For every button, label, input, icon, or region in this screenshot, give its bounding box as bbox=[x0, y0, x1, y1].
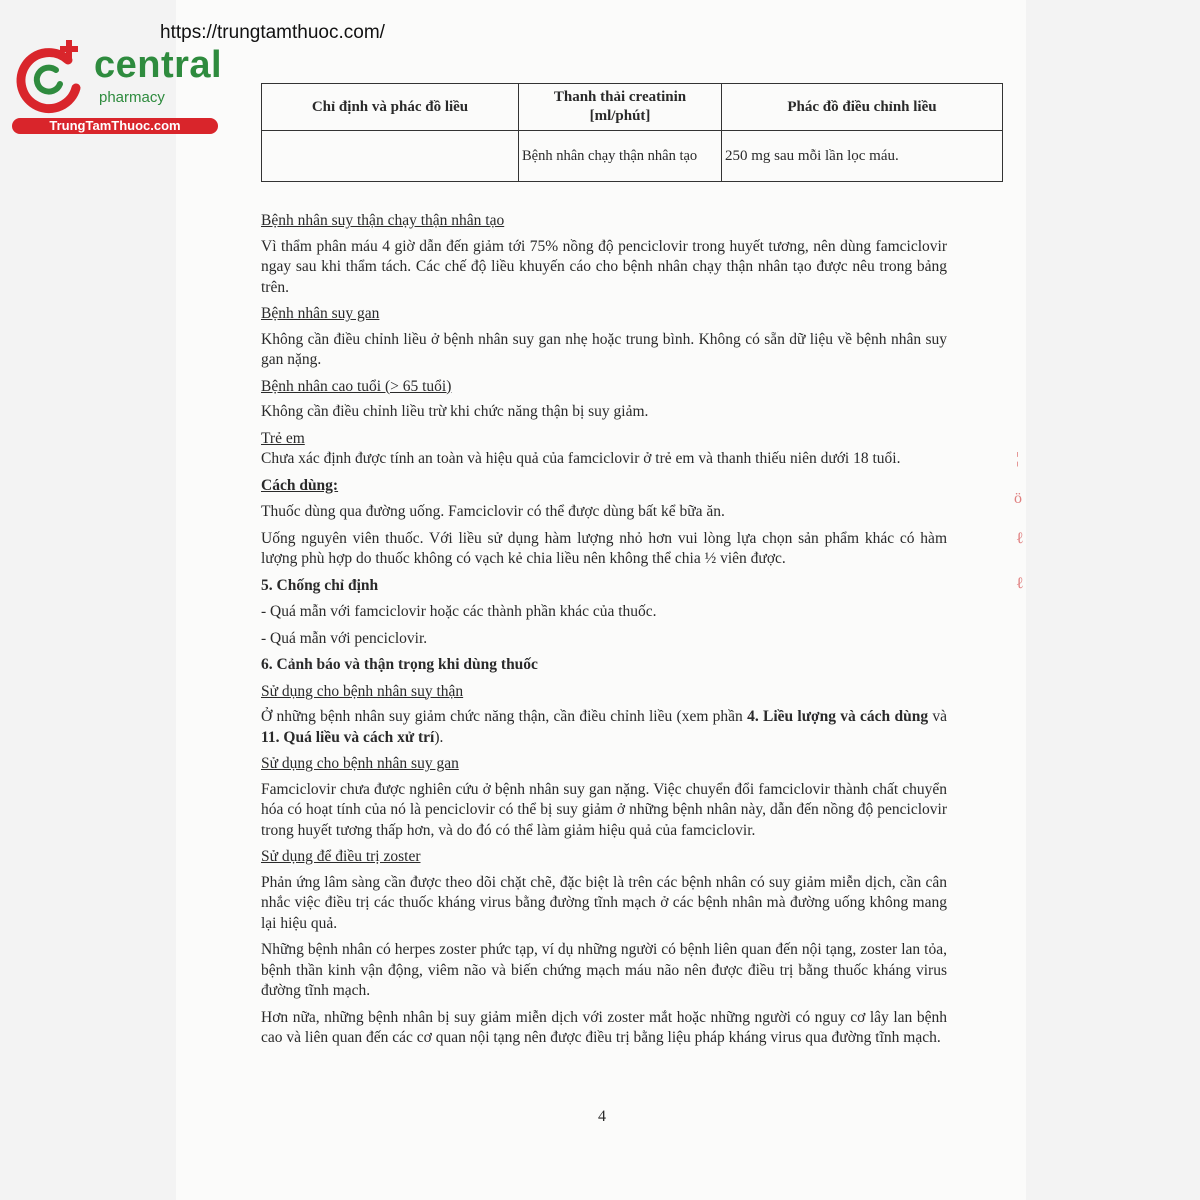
table-header: Chỉ định và phác đồ liều bbox=[262, 84, 519, 131]
text-run: và bbox=[928, 708, 947, 725]
table-cell: 250 mg sau mỗi lần lọc máu. bbox=[722, 131, 1003, 182]
pharmacy-cross-icon bbox=[10, 38, 90, 118]
table-row bbox=[262, 131, 1003, 182]
table-cell bbox=[262, 131, 519, 182]
section-heading: Sử dụng cho bệnh nhân suy gan bbox=[261, 755, 459, 772]
paragraph: Không cần điều chỉnh liều trừ khi chức năng thận bị suy giảm. bbox=[261, 403, 649, 420]
section-heading: 6. Cảnh báo và thận trọng khi dùng thuốc bbox=[261, 656, 538, 673]
text-run: ). bbox=[434, 728, 444, 746]
document-body bbox=[261, 208, 947, 1055]
paragraph: Chưa xác định được tính an toàn và hiệu quả của famciclovir ở trẻ em và thanh thiếu niên dưới 18 tuổi. bbox=[261, 450, 901, 467]
paragraph: Thuốc dùng qua đường uống. Famciclovir có thể được dùng bất kể bữa ăn. bbox=[261, 503, 725, 520]
list-item: - Quá mẫn với famciclovir hoặc các thành phần khác của thuốc. bbox=[261, 603, 657, 620]
table-header-row bbox=[262, 84, 1003, 131]
section-heading: 5. Chống chỉ định bbox=[261, 576, 379, 594]
paragraph: Phản ứng lâm sàng cần được theo dõi chặt chẽ, đặc biệt là trên các bệnh nhân có suy giảm miễn dịch, cần cân nhắc việc điều trị các thuốc kháng virus bằng đường tĩnh mạch ở các bệnh nhân mà đường uống không mang lại hiệu quả. bbox=[261, 873, 947, 932]
logo-name: central bbox=[94, 44, 223, 86]
table-cell: Bệnh nhân chạy thận nhân tạo bbox=[519, 131, 722, 182]
paragraph: Vì thẩm phân máu 4 giờ dẫn đến giảm tới 75% nồng độ penciclovir trong huyết tương, nên dùng famciclovir ngay sau khi thẩm tách. Các chế độ liều khuyến cáo cho bệnh nhân chạy thận nhân tạo được nêu trong bảng trên. bbox=[261, 237, 947, 296]
paragraph bbox=[261, 707, 947, 748]
section-heading: Bệnh nhân cao tuổi (> 65 tuổi) bbox=[261, 377, 452, 395]
section-heading: Bệnh nhân suy gan bbox=[261, 305, 380, 322]
dose-adjustment-table bbox=[261, 83, 1003, 182]
section-heading: Sử dụng cho bệnh nhân suy thận bbox=[261, 682, 464, 700]
paragraph: Những bệnh nhân có herpes zoster phức tạp, ví dụ những người có bệnh liên quan đến nội tạng, zoster lan tỏa, bệnh thần kinh vận động, viêm não và biến chứng mạch máu não nên được điều trị bằng thuốc kháng virus đường tĩnh mạch. bbox=[261, 941, 947, 999]
section-heading: Bệnh nhân suy thận chạy thận nhân tạo bbox=[261, 212, 505, 229]
table-header: Thanh thải creatinin [ml/phút] bbox=[519, 84, 722, 131]
section-heading: Cách dùng: bbox=[261, 476, 339, 494]
logo-banner: TrungTamThuoc.com bbox=[12, 118, 218, 134]
red-stamp-mark: ¦ ö ℓ ℓ bbox=[1014, 450, 1024, 592]
text-run: Ở những bệnh nhân suy giảm chức năng thận, cần điều chỉnh liều (xem phần bbox=[261, 708, 748, 725]
section-heading: Sử dụng để điều trị zoster bbox=[261, 848, 421, 865]
page-number: 4 bbox=[598, 1108, 606, 1125]
text-run-bold: 4. Liều lượng và cách dùng bbox=[747, 708, 929, 725]
paragraph: Famciclovir chưa được nghiên cứu ở bệnh nhân suy gan nặng. Việc chuyển đổi famciclovir thành chất chuyển hóa có hoạt tính của nó là penciclovir có thể bị suy giảm ở những bệnh nhân này, dẫn đến nồng độ penciclovir trong huyết tương thấp hơn, và do đó có thể làm giảm hiệu quả của famciclovir. bbox=[261, 780, 947, 839]
paragraph: Không cần điều chỉnh liều ở bệnh nhân suy gan nhẹ hoặc trung bình. Không có sẵn dữ liệu về bệnh nhân suy gan nặng. bbox=[261, 330, 947, 368]
logo-subtitle: pharmacy bbox=[99, 89, 165, 106]
source-url[interactable]: https://trungtamthuoc.com/ bbox=[160, 22, 385, 43]
paragraph: Hơn nữa, những bệnh nhân bị suy giảm miễn dịch với zoster mắt hoặc những người có nguy cơ lây lan bệnh cao và liên quan đến các cơ quan nội tạng nên được điều trị bằng liệu pháp kháng virus qua đường tĩnh mạch. bbox=[261, 1008, 947, 1046]
text-run-bold: 11. Quá liều và cách xử trí bbox=[261, 728, 435, 746]
central-pharmacy-logo[interactable] bbox=[10, 38, 223, 138]
paragraph: Uống nguyên viên thuốc. Với liều sử dụng hàm lượng nhỏ hơn vui lòng lựa chọn sản phẩm khác có hàm lượng phù hợp do thuốc không có vạch kẻ chia liều nên không thể chia ½ viên được. bbox=[261, 529, 947, 567]
table-header: Phác đồ điều chỉnh liều bbox=[722, 84, 1003, 131]
section-heading: Trẻ em bbox=[261, 429, 305, 447]
list-item: - Quá mẫn với penciclovir. bbox=[261, 629, 428, 647]
